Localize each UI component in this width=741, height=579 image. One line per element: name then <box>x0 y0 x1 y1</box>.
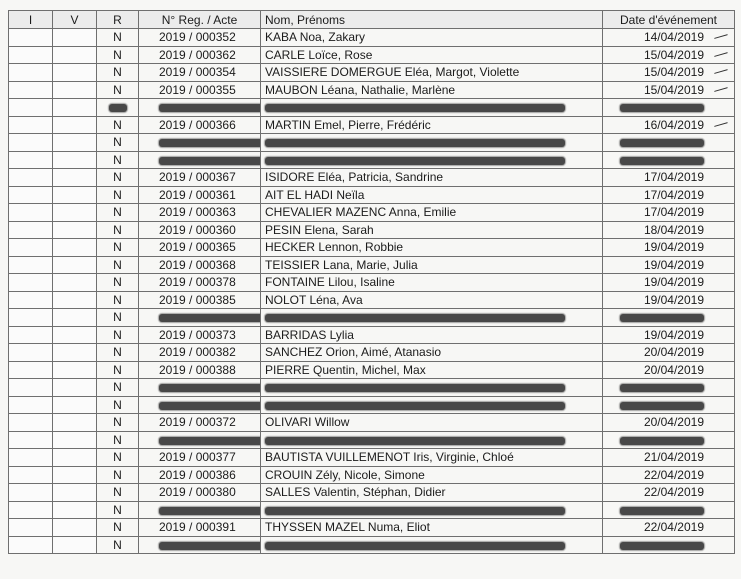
cell-name: CARLE Loïce, Rose <box>261 46 603 64</box>
cell-i <box>9 221 53 239</box>
register-sheet <box>8 10 734 554</box>
cell-v <box>53 466 97 484</box>
cell-date <box>603 239 735 257</box>
cell-r: N <box>97 221 139 239</box>
cell-i <box>9 46 53 64</box>
cell-date <box>603 361 735 379</box>
cell-v <box>53 519 97 537</box>
cell-i <box>9 519 53 537</box>
cell-r: N <box>97 484 139 502</box>
date-text: 21/04/2019 <box>643 450 704 465</box>
cell-i <box>9 309 53 327</box>
cell-reg-number <box>139 431 261 449</box>
cell-v <box>53 361 97 379</box>
cell-v <box>53 431 97 449</box>
cell-v <box>53 46 97 64</box>
redaction-mark <box>620 437 704 445</box>
redaction-mark <box>620 104 704 112</box>
cell-r: N <box>97 326 139 344</box>
cell-name <box>261 396 603 414</box>
cell-name: HECKER Lennon, Robbie <box>261 239 603 257</box>
cell-i <box>9 169 53 187</box>
col-header-r: R <box>97 11 139 29</box>
cell-v <box>53 344 97 362</box>
cell-r: N <box>97 309 139 327</box>
cell-reg-number: 2019 / 000368 <box>139 256 261 274</box>
table-row <box>9 221 735 239</box>
col-header-v: V <box>53 11 97 29</box>
cell-v <box>53 29 97 47</box>
cell-date <box>603 169 735 187</box>
cell-i <box>9 466 53 484</box>
table-row-redacted <box>9 309 735 327</box>
redaction-mark <box>265 157 565 165</box>
check-mark-icon <box>714 52 728 57</box>
cell-r: N <box>97 344 139 362</box>
redaction-mark <box>159 314 261 322</box>
table-row <box>9 449 735 467</box>
cell-v <box>53 99 97 117</box>
cell-r: N <box>97 134 139 152</box>
col-header-date: Date d'événement <box>603 11 735 29</box>
cell-name: SALLES Valentin, Stéphan, Didier <box>261 484 603 502</box>
cell-i <box>9 414 53 432</box>
check-mark-icon <box>714 34 728 39</box>
date-text: 17/04/2019 <box>643 170 704 185</box>
cell-v <box>53 484 97 502</box>
redaction-mark <box>159 402 261 410</box>
table-row-redacted <box>9 536 735 554</box>
date-text: 20/04/2019 <box>643 415 704 430</box>
cell-i <box>9 99 53 117</box>
cell-v <box>53 414 97 432</box>
cell-reg-number <box>139 379 261 397</box>
cell-date <box>603 519 735 537</box>
redaction-mark <box>265 104 565 112</box>
redaction-mark <box>265 507 565 515</box>
table-row-redacted <box>9 396 735 414</box>
cell-r: N <box>97 29 139 47</box>
cell-reg-number <box>139 151 261 169</box>
cell-date <box>603 221 735 239</box>
redaction-mark <box>620 157 704 165</box>
cell-r: N <box>97 431 139 449</box>
redaction-mark <box>159 437 261 445</box>
cell-date <box>603 64 735 82</box>
redaction-mark <box>159 104 261 112</box>
redaction-mark <box>620 402 704 410</box>
cell-r: N <box>97 414 139 432</box>
cell-i <box>9 484 53 502</box>
cell-v <box>53 221 97 239</box>
cell-reg-number: 2019 / 000372 <box>139 414 261 432</box>
cell-i <box>9 326 53 344</box>
redaction-mark <box>620 384 704 392</box>
cell-name: BARRIDAS Lylia <box>261 326 603 344</box>
cell-name: KABA Noa, Zakary <box>261 29 603 47</box>
cell-name <box>261 536 603 554</box>
cell-name: THYSSEN MAZEL Numa, Eliot <box>261 519 603 537</box>
cell-reg-number: 2019 / 000366 <box>139 116 261 134</box>
header-row <box>9 11 735 29</box>
cell-reg-number: 2019 / 000386 <box>139 466 261 484</box>
date-text: 18/04/2019 <box>643 222 704 237</box>
cell-name: CROUIN Zély, Nicole, Simone <box>261 466 603 484</box>
cell-date <box>603 466 735 484</box>
cell-r: N <box>97 396 139 414</box>
redaction-mark <box>265 437 565 445</box>
cell-date <box>603 326 735 344</box>
date-text: 17/04/2019 <box>643 187 704 202</box>
date-text: 20/04/2019 <box>643 345 704 360</box>
table-row <box>9 274 735 292</box>
cell-i <box>9 501 53 519</box>
redaction-mark <box>265 314 565 322</box>
col-header-i: I <box>9 11 53 29</box>
date-text: 15/04/2019 <box>643 65 704 80</box>
cell-date <box>603 309 735 327</box>
cell-i <box>9 344 53 362</box>
table-row <box>9 291 735 309</box>
cell-name <box>261 151 603 169</box>
cell-name: TEISSIER Lana, Marie, Julia <box>261 256 603 274</box>
table-row <box>9 81 735 99</box>
cell-date <box>603 536 735 554</box>
cell-r: N <box>97 519 139 537</box>
cell-v <box>53 64 97 82</box>
cell-date <box>603 396 735 414</box>
date-text: 22/04/2019 <box>643 467 704 482</box>
table-row-redacted <box>9 134 735 152</box>
table-row <box>9 64 735 82</box>
cell-name: MAUBON Léana, Nathalie, Marlène <box>261 81 603 99</box>
cell-date <box>603 29 735 47</box>
table-row-redacted <box>9 379 735 397</box>
cell-r: N <box>97 186 139 204</box>
cell-i <box>9 379 53 397</box>
cell-reg-number: 2019 / 000388 <box>139 361 261 379</box>
cell-date <box>603 204 735 222</box>
cell-reg-number <box>139 134 261 152</box>
cell-i <box>9 116 53 134</box>
cell-date <box>603 256 735 274</box>
table-row <box>9 239 735 257</box>
cell-date <box>603 186 735 204</box>
cell-date <box>603 151 735 169</box>
cell-date <box>603 379 735 397</box>
cell-r: N <box>97 449 139 467</box>
cell-i <box>9 29 53 47</box>
cell-name: AIT EL HADI Neïla <box>261 186 603 204</box>
cell-date <box>603 431 735 449</box>
table-row <box>9 466 735 484</box>
cell-reg-number: 2019 / 000360 <box>139 221 261 239</box>
cell-date <box>603 134 735 152</box>
cell-reg-number: 2019 / 000382 <box>139 344 261 362</box>
cell-date <box>603 414 735 432</box>
redaction-mark <box>159 384 261 392</box>
cell-name: SANCHEZ Orion, Aimé, Atanasio <box>261 344 603 362</box>
cell-date <box>603 274 735 292</box>
cell-reg-number <box>139 309 261 327</box>
cell-i <box>9 431 53 449</box>
table-row <box>9 169 735 187</box>
cell-r <box>97 99 139 117</box>
table-row-redacted <box>9 151 735 169</box>
table-row-redacted <box>9 431 735 449</box>
cell-v <box>53 81 97 99</box>
redaction-mark <box>265 402 565 410</box>
cell-v <box>53 449 97 467</box>
cell-i <box>9 396 53 414</box>
cell-i <box>9 291 53 309</box>
register-table <box>8 10 735 554</box>
cell-r: N <box>97 151 139 169</box>
cell-name <box>261 99 603 117</box>
redaction-mark <box>159 139 261 147</box>
cell-r: N <box>97 169 139 187</box>
col-header-name: Nom, Prénoms <box>261 11 603 29</box>
table-row <box>9 29 735 47</box>
check-mark-icon <box>714 122 728 127</box>
cell-i <box>9 151 53 169</box>
cell-v <box>53 291 97 309</box>
cell-r: N <box>97 81 139 99</box>
table-row <box>9 344 735 362</box>
date-text: 20/04/2019 <box>643 362 704 377</box>
col-header-reg: N° Reg. / Acte <box>139 11 261 29</box>
redaction-mark <box>265 139 565 147</box>
cell-reg-number: 2019 / 000354 <box>139 64 261 82</box>
cell-r: N <box>97 256 139 274</box>
cell-i <box>9 204 53 222</box>
cell-i <box>9 361 53 379</box>
cell-v <box>53 379 97 397</box>
cell-i <box>9 186 53 204</box>
date-text: 15/04/2019 <box>643 47 704 62</box>
table-row <box>9 256 735 274</box>
date-text: 19/04/2019 <box>643 327 704 342</box>
cell-date <box>603 344 735 362</box>
redaction-mark <box>159 542 261 550</box>
cell-r: N <box>97 46 139 64</box>
table-row <box>9 46 735 64</box>
cell-name: CHEVALIER MAZENC Anna, Emilie <box>261 204 603 222</box>
date-text: 15/04/2019 <box>643 82 704 97</box>
cell-reg-number <box>139 396 261 414</box>
cell-date <box>603 501 735 519</box>
cell-r: N <box>97 64 139 82</box>
cell-i <box>9 256 53 274</box>
table-row-redacted <box>9 501 735 519</box>
cell-date <box>603 46 735 64</box>
cell-reg-number <box>139 501 261 519</box>
cell-date <box>603 291 735 309</box>
redaction-mark <box>265 542 565 550</box>
table-row <box>9 484 735 502</box>
cell-date <box>603 81 735 99</box>
cell-r: N <box>97 291 139 309</box>
cell-v <box>53 536 97 554</box>
cell-reg-number: 2019 / 000385 <box>139 291 261 309</box>
redaction-mark <box>620 314 704 322</box>
cell-reg-number: 2019 / 000367 <box>139 169 261 187</box>
cell-name: VAISSIERE DOMERGUE Eléa, Margot, Violette <box>261 64 603 82</box>
cell-r: N <box>97 361 139 379</box>
cell-i <box>9 134 53 152</box>
table-row <box>9 204 735 222</box>
cell-reg-number: 2019 / 000361 <box>139 186 261 204</box>
cell-v <box>53 239 97 257</box>
date-text: 16/04/2019 <box>643 117 704 132</box>
cell-v <box>53 204 97 222</box>
cell-reg-number: 2019 / 000355 <box>139 81 261 99</box>
cell-name: OLIVARI Willow <box>261 414 603 432</box>
cell-reg-number: 2019 / 000380 <box>139 484 261 502</box>
cell-name <box>261 309 603 327</box>
cell-date <box>603 99 735 117</box>
date-text: 22/04/2019 <box>643 485 704 500</box>
redaction-mark <box>159 507 261 515</box>
table-row <box>9 361 735 379</box>
cell-name: BAUTISTA VUILLEMENOT Iris, Virginie, Chloé <box>261 449 603 467</box>
cell-v <box>53 274 97 292</box>
date-text: 19/04/2019 <box>643 275 704 290</box>
cell-reg-number: 2019 / 000363 <box>139 204 261 222</box>
cell-reg-number: 2019 / 000365 <box>139 239 261 257</box>
redaction-mark <box>620 542 704 550</box>
cell-r: N <box>97 204 139 222</box>
cell-name <box>261 379 603 397</box>
cell-name <box>261 134 603 152</box>
date-text: 19/04/2019 <box>643 257 704 272</box>
redaction-mark <box>620 139 704 147</box>
cell-v <box>53 134 97 152</box>
cell-r: N <box>97 501 139 519</box>
cell-v <box>53 326 97 344</box>
table-row <box>9 519 735 537</box>
date-text: 19/04/2019 <box>643 292 704 307</box>
redaction-mark <box>620 507 704 515</box>
cell-reg-number <box>139 99 261 117</box>
redaction-mark <box>109 104 127 112</box>
cell-i <box>9 64 53 82</box>
cell-r: N <box>97 466 139 484</box>
cell-date <box>603 449 735 467</box>
cell-i <box>9 449 53 467</box>
cell-name: NOLOT Léna, Ava <box>261 291 603 309</box>
date-text: 22/04/2019 <box>643 520 704 535</box>
date-text: 17/04/2019 <box>643 205 704 220</box>
table-row <box>9 116 735 134</box>
cell-reg-number: 2019 / 000391 <box>139 519 261 537</box>
cell-reg-number: 2019 / 000352 <box>139 29 261 47</box>
cell-v <box>53 116 97 134</box>
cell-reg-number: 2019 / 000378 <box>139 274 261 292</box>
date-text: 14/04/2019 <box>643 30 704 45</box>
cell-reg-number: 2019 / 000362 <box>139 46 261 64</box>
cell-name: MARTIN Emel, Pierre, Frédéric <box>261 116 603 134</box>
cell-name: PESIN Elena, Sarah <box>261 221 603 239</box>
cell-v <box>53 186 97 204</box>
cell-r: N <box>97 239 139 257</box>
table-row <box>9 414 735 432</box>
table-row <box>9 326 735 344</box>
cell-r: N <box>97 536 139 554</box>
cell-reg-number: 2019 / 000373 <box>139 326 261 344</box>
cell-v <box>53 309 97 327</box>
check-mark-icon <box>714 87 728 92</box>
table-row-redacted <box>9 99 735 117</box>
redaction-mark <box>265 384 565 392</box>
cell-date <box>603 484 735 502</box>
table-row <box>9 186 735 204</box>
cell-r: N <box>97 274 139 292</box>
cell-i <box>9 81 53 99</box>
cell-v <box>53 501 97 519</box>
register-body <box>9 29 735 554</box>
cell-name <box>261 501 603 519</box>
cell-i <box>9 536 53 554</box>
cell-v <box>53 151 97 169</box>
cell-name: ISIDORE Eléa, Patricia, Sandrine <box>261 169 603 187</box>
cell-v <box>53 169 97 187</box>
cell-reg-number <box>139 536 261 554</box>
check-mark-icon <box>714 69 728 74</box>
redaction-mark <box>159 157 261 165</box>
cell-r: N <box>97 379 139 397</box>
cell-name: PIERRE Quentin, Michel, Max <box>261 361 603 379</box>
date-text: 19/04/2019 <box>643 240 704 255</box>
cell-name <box>261 431 603 449</box>
cell-v <box>53 256 97 274</box>
cell-v <box>53 396 97 414</box>
cell-reg-number: 2019 / 000377 <box>139 449 261 467</box>
cell-name: FONTAINE Lilou, Isaline <box>261 274 603 292</box>
cell-i <box>9 274 53 292</box>
cell-r: N <box>97 116 139 134</box>
cell-date <box>603 116 735 134</box>
cell-i <box>9 239 53 257</box>
